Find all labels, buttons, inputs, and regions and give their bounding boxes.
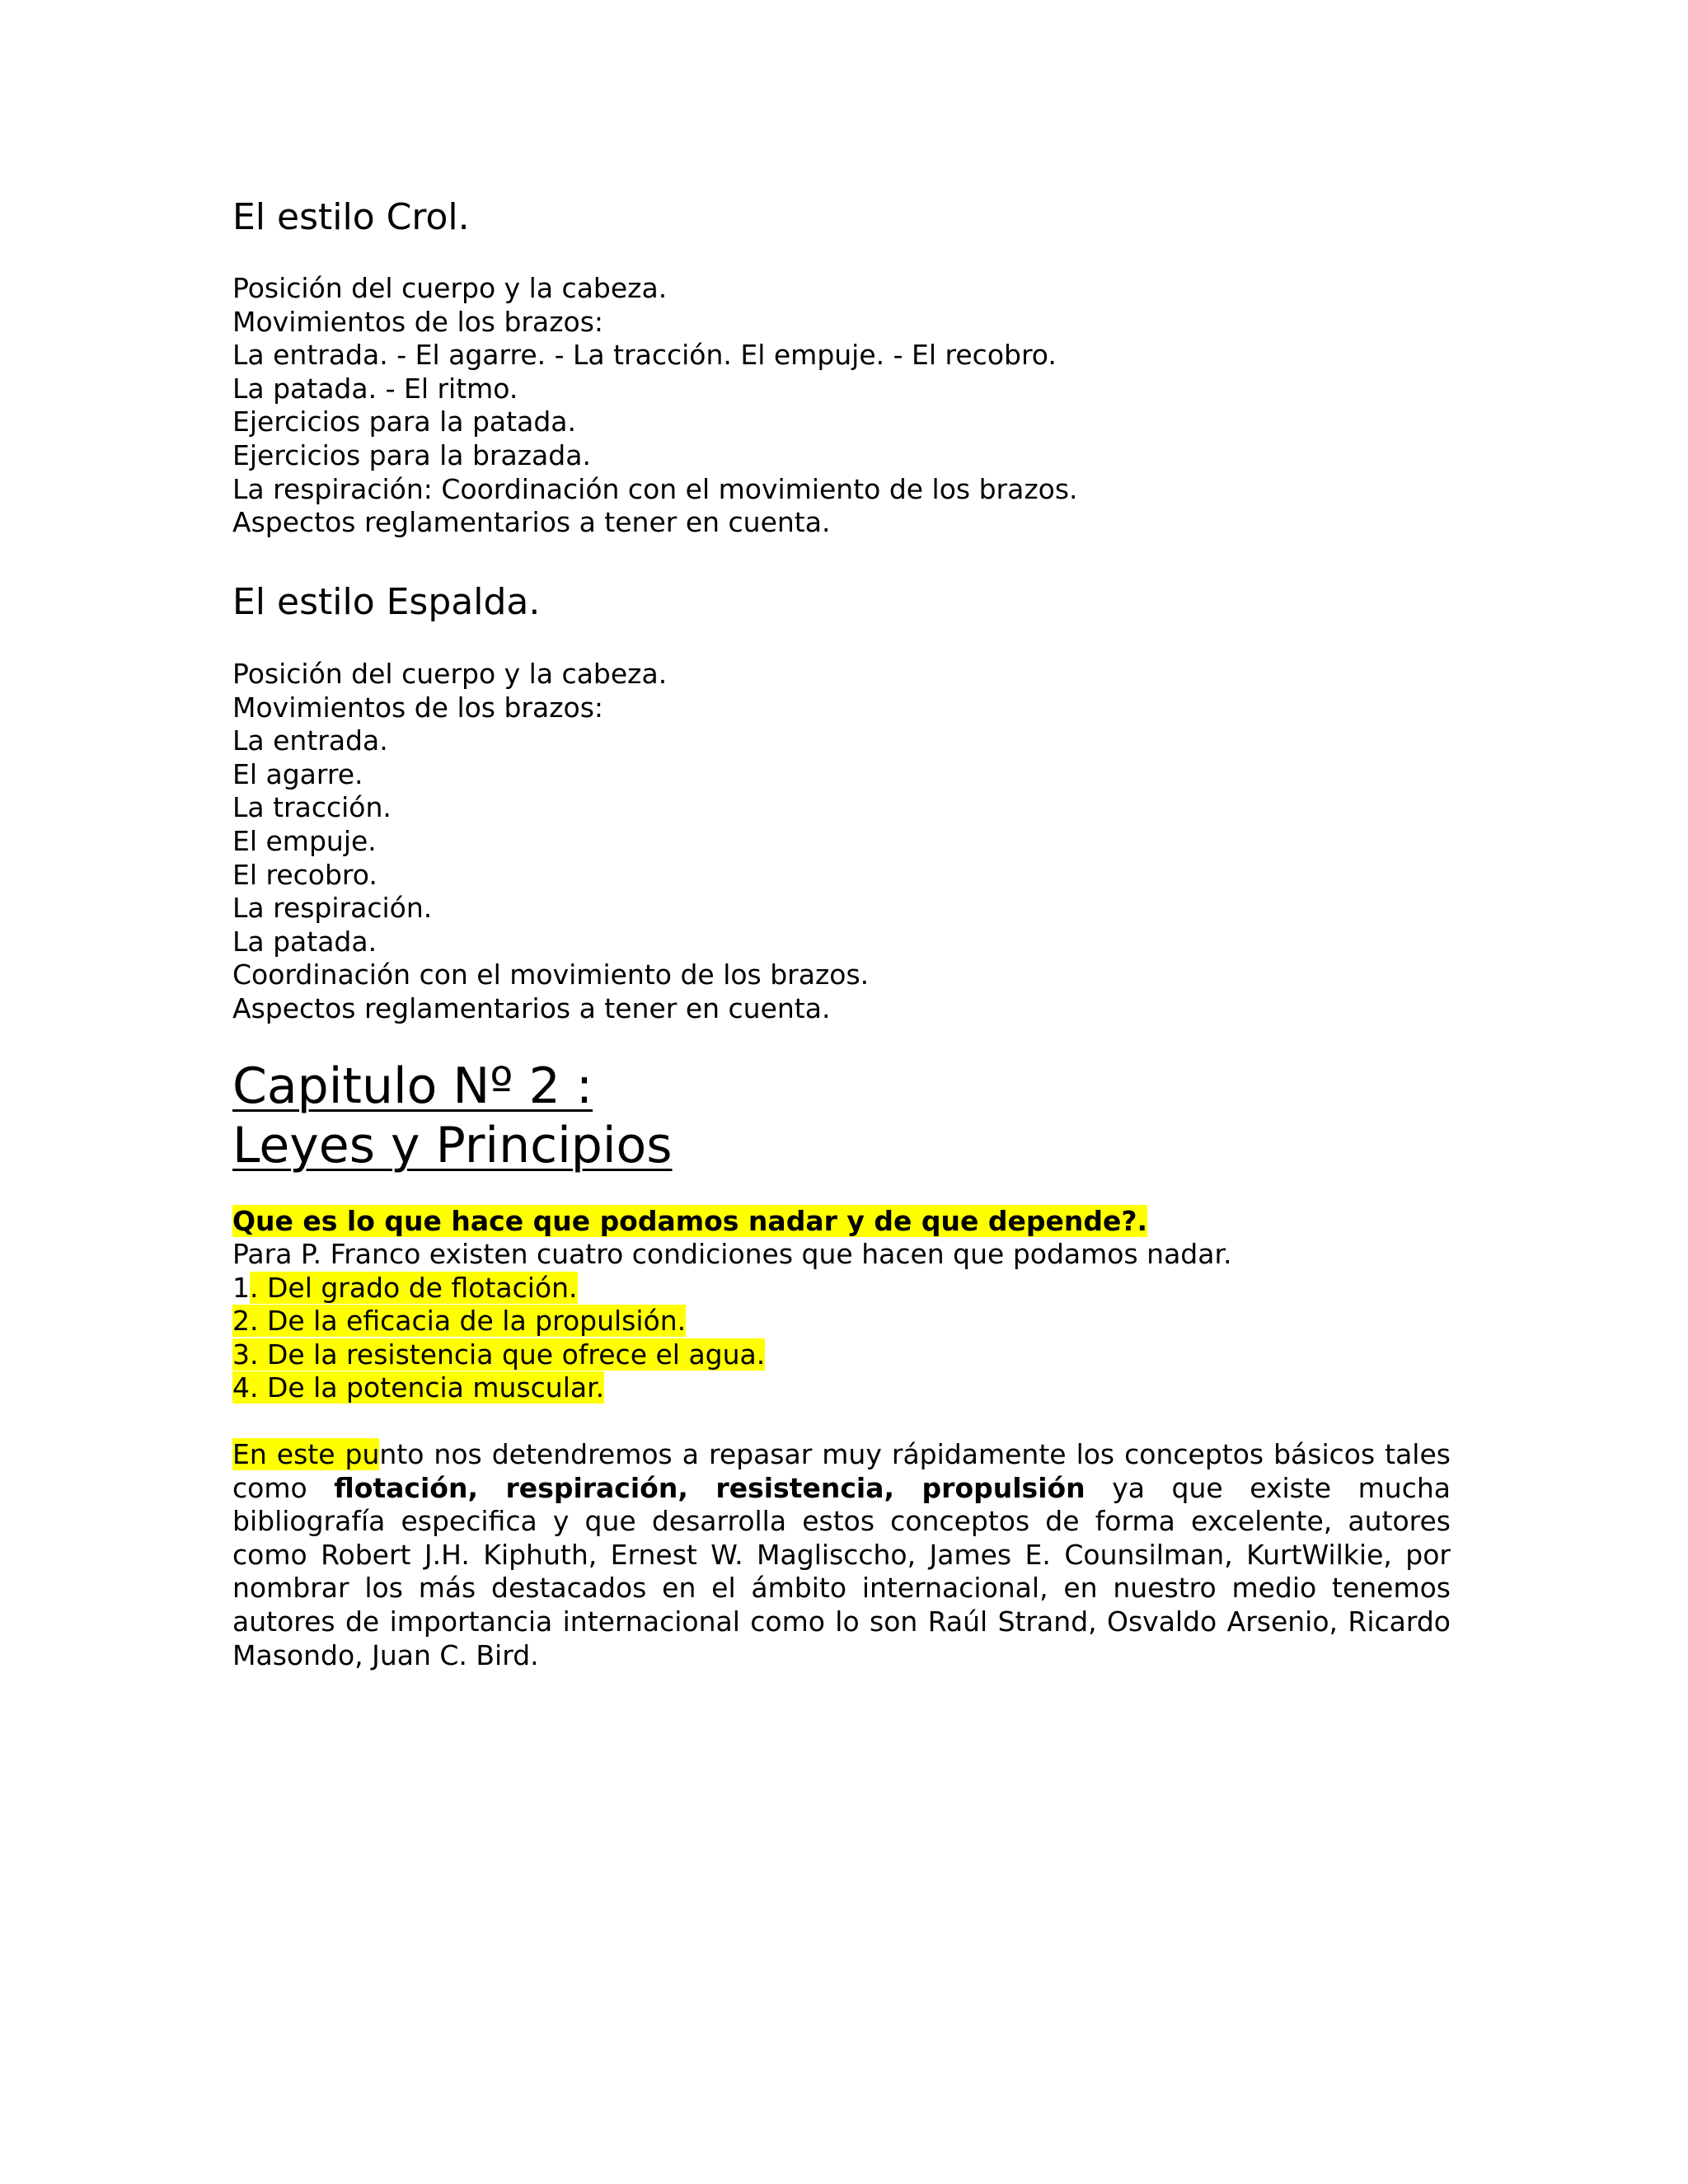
- paragraph-text: ya que existe mucha bibliografía especifica y que desarrolla estos conceptos de forma excelente, autores como Robert J.H. Kiphuth, Ernest W. Maglisccho, James E. Counsilman, KurtWilkie, por nombrar los más destacados en el ámbito internacional, en nuestro medio tenemos autores de importancia internacional como lo son Raúl Strand, Osvaldo Arsenio, Ricardo Masondo, Juan C. Bird.: [232, 1471, 1451, 1671]
- list-item: Aspectos reglamentarios a tener en cuenta.: [232, 506, 831, 539]
- list-item: Coordinación con el movimiento de los brazos.: [232, 958, 870, 991]
- list-item: Posición del cuerpo y la cabeza.: [232, 658, 668, 690]
- list-item: La patada.: [232, 925, 377, 958]
- list-item: La tracción.: [232, 791, 392, 824]
- list-item: Movimientos de los brazos:: [232, 691, 604, 724]
- paragraph-bold-terms: flotación, respiración, resistencia, propulsión: [334, 1471, 1085, 1504]
- crol-heading: El estilo Crol.: [232, 196, 470, 238]
- condition-prefix: 1: [232, 1271, 250, 1304]
- condition-text: 3. De la resistencia que ofrece el agua.: [232, 1338, 766, 1371]
- espalda-topic-list: [232, 658, 869, 1026]
- list-item: Aspectos reglamentarios a tener en cuenta.: [232, 991, 831, 1024]
- paragraph-text: nto nos detendremos a repasar muy rápidamente los conceptos básicos tales como: [232, 1438, 1451, 1504]
- intro-line: Para P. Franco existen cuatro condiciones que hacen que podamos nadar.: [232, 1238, 1232, 1270]
- list-item: El empuje.: [232, 824, 377, 857]
- list-item: Posición del cuerpo y la cabeza.: [232, 272, 668, 304]
- list-item: El recobro.: [232, 858, 377, 891]
- list-item: El agarre.: [232, 757, 363, 790]
- list-item: La patada. - El ritmo.: [232, 372, 518, 405]
- list-item: [232, 1305, 1232, 1338]
- list-item: [232, 1272, 1232, 1305]
- list-item: [232, 1338, 1232, 1372]
- condition-text: 2. De la eficacia de la propulsión.: [232, 1305, 687, 1338]
- list-item: [232, 1371, 1232, 1405]
- document-page: [232, 0, 1451, 2184]
- espalda-heading: El estilo Espalda.: [232, 581, 541, 623]
- paragraph-highlight: En este pu: [232, 1438, 380, 1470]
- condition-text: . Del grado de flotación.: [250, 1271, 578, 1304]
- list-item: La entrada.: [232, 724, 388, 757]
- question-text: Que es lo que hace que podamos nadar y de que depende?.: [232, 1205, 1148, 1237]
- list-item: Ejercicios para la patada.: [232, 405, 576, 438]
- chapter-subtitle: Leyes y Principios: [232, 1117, 673, 1174]
- list-item: Ejercicios para la brazada.: [232, 438, 591, 471]
- chapter-number: Capitulo Nº 2 :: [232, 1057, 593, 1115]
- body-paragraph: [232, 1438, 1451, 1672]
- crol-topic-list: [232, 272, 1078, 540]
- list-item: La entrada. - El agarre. - La tracción. El empuje. - El recobro.: [232, 339, 1057, 372]
- list-item: La respiración: Coordinación con el movimiento de los brazos.: [232, 472, 1078, 505]
- list-item: La respiración.: [232, 892, 433, 925]
- condition-text: 4. De la potencia muscular.: [232, 1371, 605, 1404]
- chapter-title: [232, 1057, 673, 1175]
- question-heading: [232, 1205, 1147, 1239]
- conditions-list: [232, 1238, 1232, 1405]
- list-item: Movimientos de los brazos:: [232, 305, 604, 338]
